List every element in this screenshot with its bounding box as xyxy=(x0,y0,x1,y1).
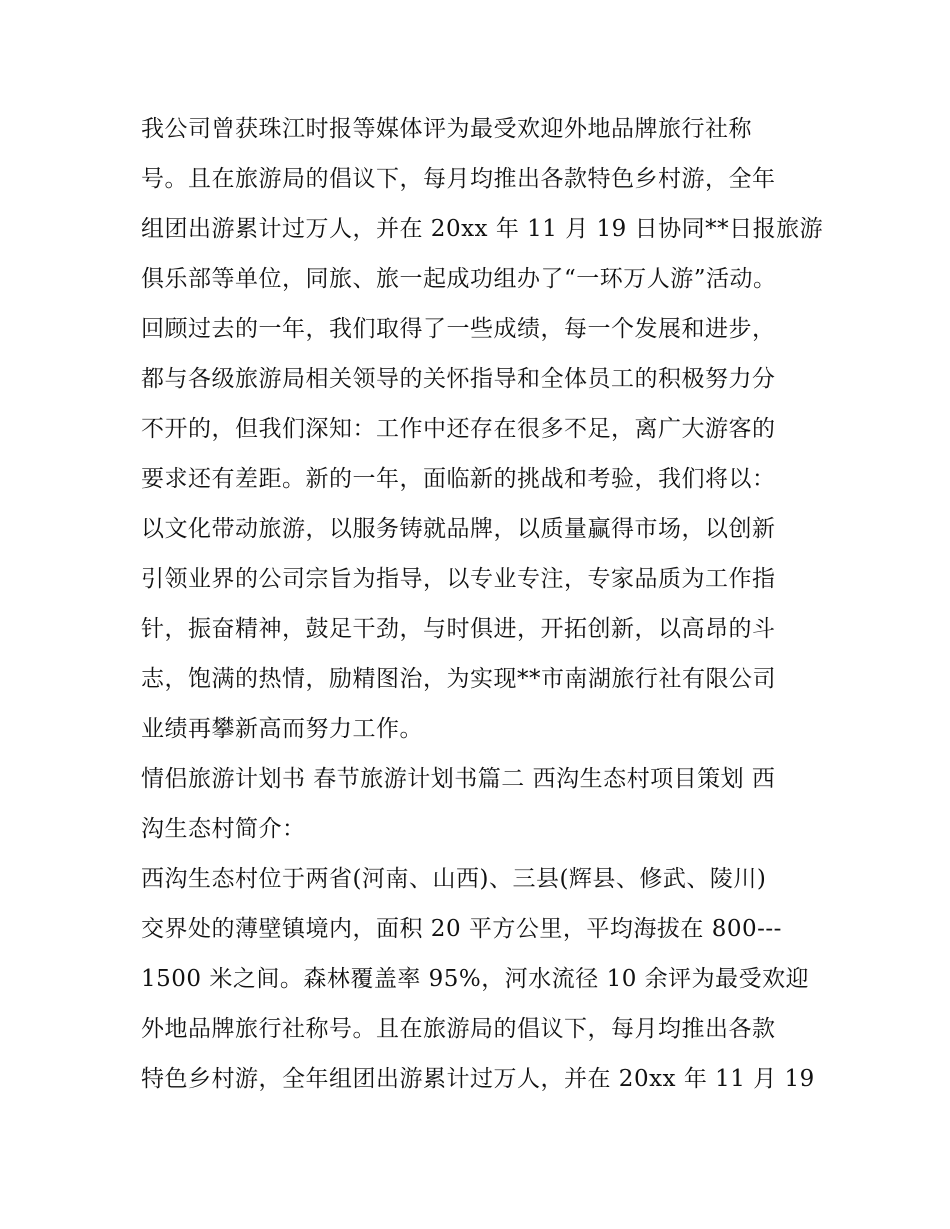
text-line: 外地品牌旅行社称号。且在旅游局的倡议下，每月均推出各款 xyxy=(141,1016,776,1042)
text-line: 情侣旅游计划书 春节旅游计划书篇二 西沟生态村项目策划 西 xyxy=(141,766,776,792)
text-line: 我公司曾获珠江时报等媒体评为最受欢迎外地品牌旅行社称 xyxy=(141,116,752,142)
text-line: 沟生态村简介： xyxy=(141,816,306,842)
text-line: 都与各级旅游局相关领导的关怀指导和全体员工的积极努力分 xyxy=(141,366,776,392)
text-line: 要求还有差距。新的一年，面临新的挑战和考验，我们将以： xyxy=(141,466,776,492)
text-line: 组团出游累计过万人，并在 20xx 年 11 月 19 日协同**日报旅游 xyxy=(141,216,824,242)
text-line: 1500 米之间。森林覆盖率 95%，河水流径 10 余评为最受欢迎 xyxy=(141,966,810,992)
text-line: 俱乐部等单位，同旅、旅一起成功组办了“一环万人游”活动。 xyxy=(141,266,777,292)
text-line: 以文化带动旅游，以服务铸就品牌，以质量赢得市场，以创新 xyxy=(141,516,776,542)
text-line: 不开的，但我们深知：工作中还存在很多不足，离广大游客的 xyxy=(141,416,776,442)
text-line: 针，振奋精神，鼓足干劲，与时俱进，开拓创新，以高昂的斗 xyxy=(141,616,776,642)
text-line: 引领业界的公司宗旨为指导，以专业专注，专家品质为工作指 xyxy=(141,566,776,592)
text-line: 业绩再攀新高而努力工作。 xyxy=(141,716,423,742)
text-line: 回顾过去的一年，我们取得了一些成绩，每一个发展和进步， xyxy=(141,316,776,342)
text-line: 西沟生态村位于两省(河南、山西)、三县(辉县、修武、陵川) xyxy=(141,866,767,892)
text-line: 交界处的薄壁镇境内，面积 20 平方公里，平均海拔在 800--- xyxy=(141,916,782,942)
text-line: 志，饱满的热情，励精图治，为实现**市南湖旅行社有限公司 xyxy=(141,666,776,692)
text-line: 特色乡村游，全年组团出游累计过万人，并在 20xx 年 11 月 19 xyxy=(141,1066,815,1092)
text-line: 号。且在旅游局的倡议下，每月均推出各款特色乡村游，全年 xyxy=(141,166,776,192)
